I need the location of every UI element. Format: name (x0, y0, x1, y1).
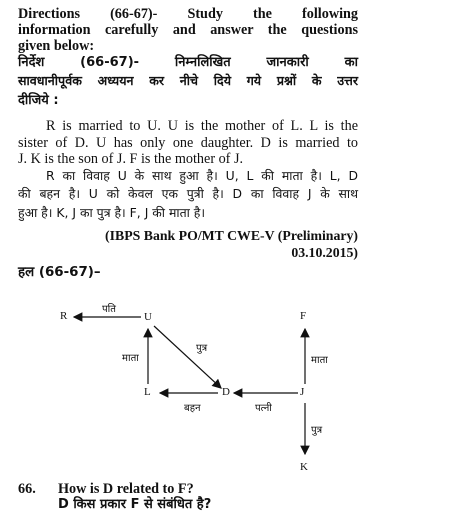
directions-line-2: information carefully and answer the questions (18, 22, 358, 38)
source-line-1: (IBPS Bank PO/MT CWE-V (Preliminary) (105, 228, 358, 243)
node-j: J (300, 386, 305, 398)
question-text-en: How is D related to F? (58, 481, 194, 497)
directions-line-3: given below: (18, 38, 95, 54)
label-putra-diagonal: पुत्र (196, 343, 208, 354)
node-r: R (60, 310, 68, 322)
hindi-passage-line-3: हुआ है। K, J का पुत्र है। F, J की माता है। (18, 205, 206, 220)
english-passage-line-3: J. K is the son of J. F is the mother of J. (18, 151, 244, 167)
source-line-2: 03.10.2015) (291, 245, 358, 260)
node-d: D (222, 386, 230, 398)
directions-line-1: Directions (66-67)- Study the following (18, 6, 358, 22)
edge-u-d (154, 326, 221, 388)
english-passage-line-2: sister of D. U has only one daughter. D is married to (18, 135, 358, 151)
hindi-directions-line-1: निर्देश (66-67)- निम्नलिखित जानकारी का (18, 55, 358, 70)
node-l: L (144, 386, 151, 398)
label-bahan: बहन (184, 403, 201, 414)
label-mata-left: माता (122, 353, 139, 364)
question-text-hi: D किस प्रकार F से संबंधित है? (58, 497, 212, 512)
node-u: U (144, 311, 152, 323)
solution-heading: हल (66-67)– (18, 265, 101, 280)
hindi-passage-line-2: की बहन है। U को केवल एक पुत्री है। D का विवाह J के साथ (18, 186, 358, 201)
hindi-directions-line-2: सावधानीपूर्वक अध्ययन कर नीचे दिये गये प्रश्नों के उत्तर (18, 73, 358, 88)
label-putra-down: पुत्र (311, 425, 323, 436)
question-number: 66. (18, 481, 36, 497)
node-k: K (300, 461, 308, 473)
hindi-directions-line-3: दीजिये : (18, 93, 59, 108)
label-mata-right: माता (311, 355, 328, 366)
english-passage-line-1: R is married to U. U is the mother of L. L is the (46, 118, 358, 134)
label-patni: पत्नी (255, 403, 272, 414)
label-pati: पति (102, 304, 116, 315)
node-f: F (300, 310, 307, 322)
hindi-passage-line-1: R का विवाह U के साथ हुआ है। U, L की माता है। L, D (46, 168, 358, 183)
